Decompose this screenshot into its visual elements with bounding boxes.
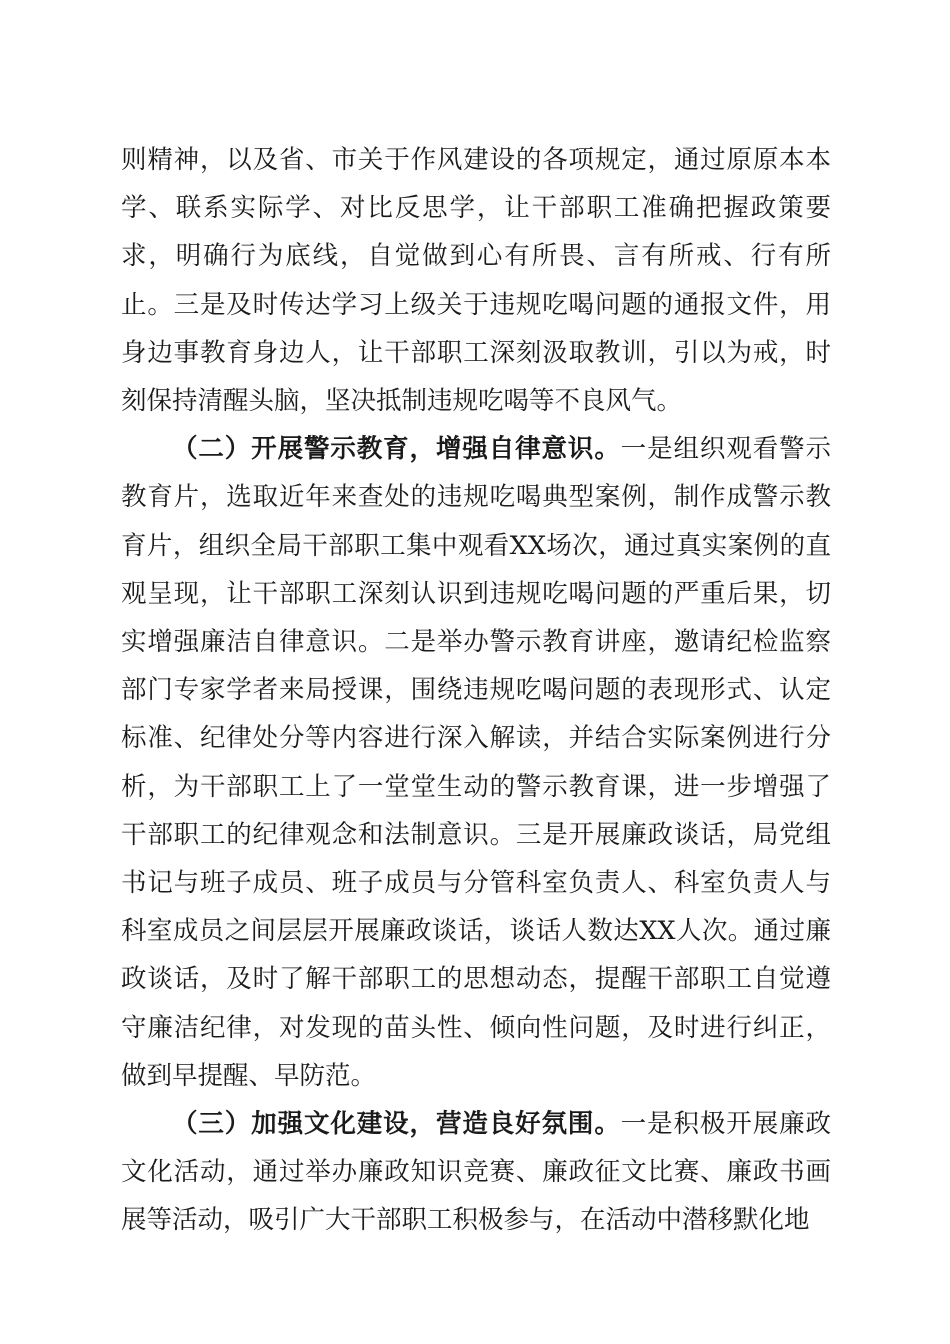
paragraph-body: 一是积极开展廉政文化活动，通过举办廉政知识竞赛、廉政征文比赛、廉政书画展等活动，吸引广大干部职工积极参与，在活动中潜移默化地 <box>121 1109 831 1236</box>
document-body <box>121 136 831 1245</box>
section-heading-2: （二）开展警示教育，增强自律意识。 <box>172 434 621 465</box>
paragraph-continuation <box>121 136 831 425</box>
paragraph-body: 则精神，以及省、市关于作风建设的各项规定，通过原原本本学、联系实际学、对比反思学，让干部职工准确把握政策要求，明确行为底线，自觉做到心有所畏、言有所戒、行有所止。三是及时传达学习上级关于违规吃喝问题的通报文件，用身边事教育身边人，让干部职工深刻汲取教训，引以为戒，时刻保持清醒头脑，坚决抵制违规吃喝等不良风气。 <box>121 145 831 417</box>
paragraph-body: 一是组织观看警示教育片，选取近年来查处的违规吃喝典型案例，制作成警示教育片，组织全局干部职工集中观看XX场次，通过真实案例的直观呈现，让干部职工深刻认识到违规吃喝问题的严重后果，切实增强廉洁自律意识。二是举办警示教育讲座，邀请纪检监察部门专家学者来局授课，围绕违规吃喝问题的表现形式、认定标准、纪律处分等内容进行深入解读，并结合实际案例进行分析，为干部职工上了一堂堂生动的警示教育课，进一步增强了干部职工的纪律观念和法制意识。三是开展廉政谈话，局党组书记与班子成员、班子成员与分管科室负责人、科室负责人与科室成员之间层层开展廉政谈话，谈话人数达XX人次。通过廉政谈话，及时了解干部职工的思想动态，提醒干部职工自觉遵守廉洁纪律，对发现的苗头性、倾向性问题，及时进行纠正，做到早提醒、早防范。 <box>121 434 831 1091</box>
paragraph-culture-building <box>121 1100 831 1245</box>
paragraph-warning-education <box>121 425 831 1100</box>
section-heading-3: （三）加强文化建设，营造良好氛围。 <box>172 1109 621 1140</box>
